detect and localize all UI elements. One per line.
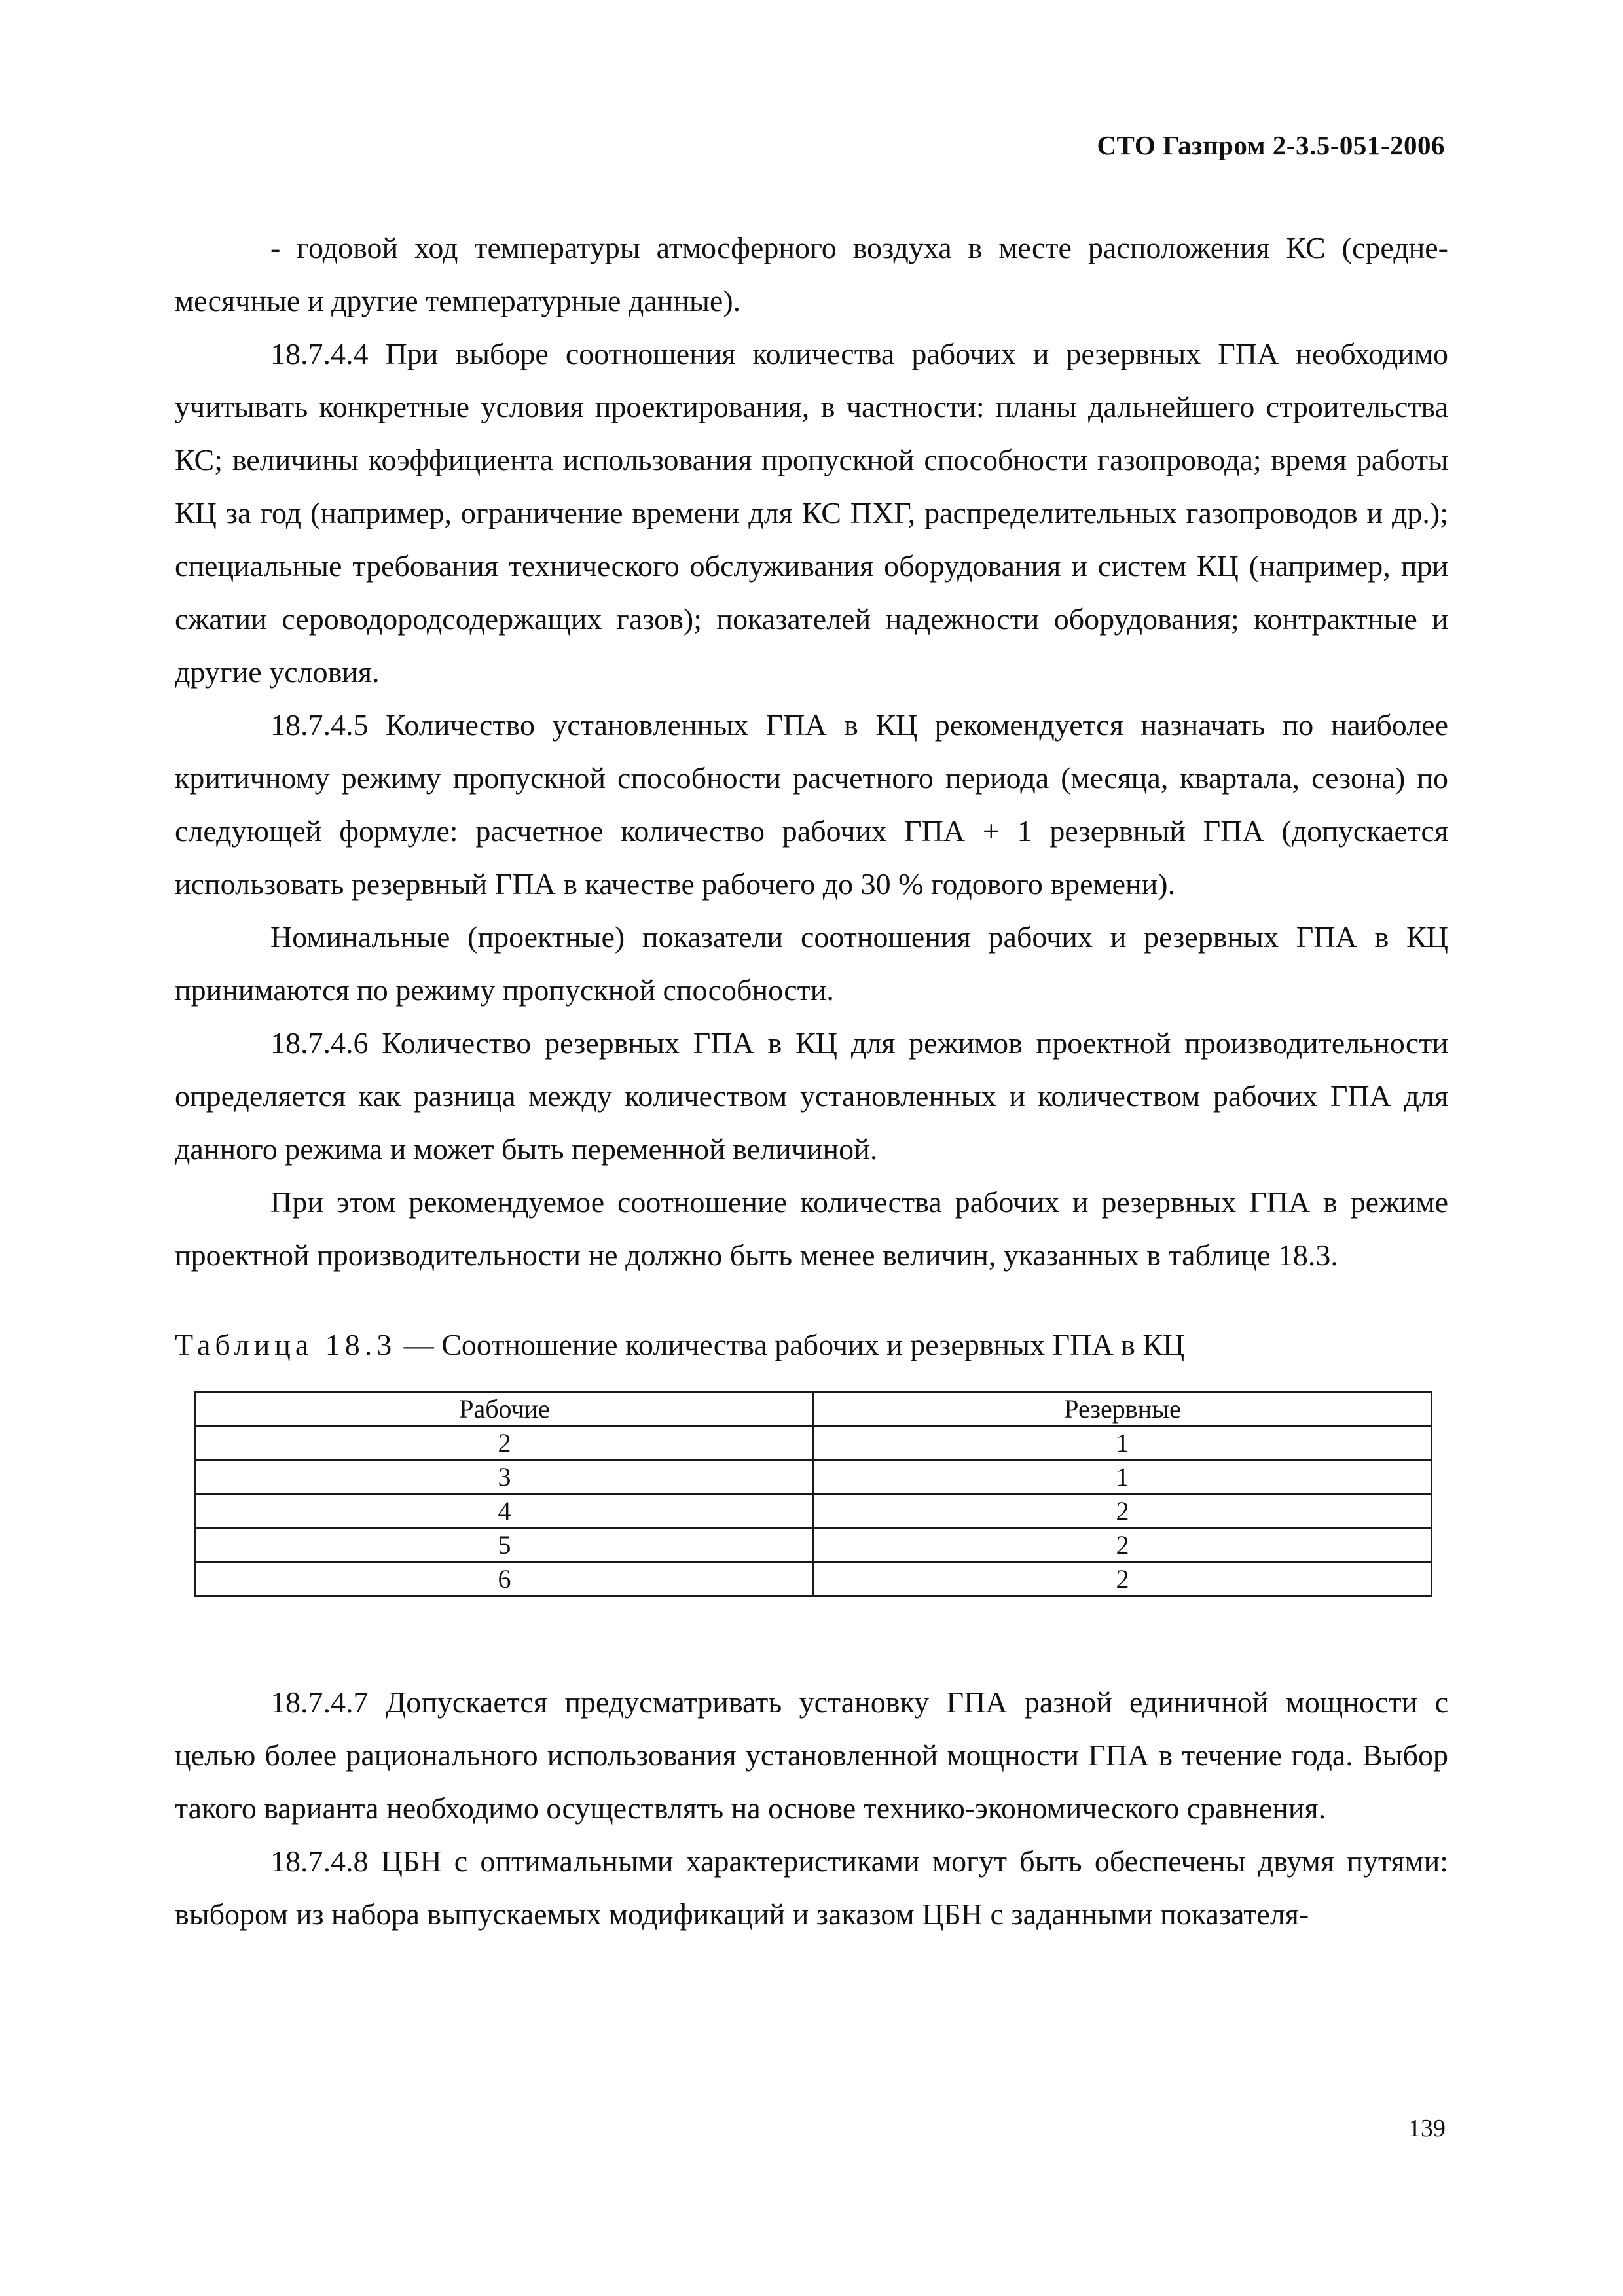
- paragraph-18-7-4-7: 18.7.4.7 Допускается предусматривать установку ГПА разной единичной мощности с целью более рационального использования установленной мощности ГПА в течение года. Выбор такого варианта необходимо осуществлять на основе технико-экономического сравнения.: [175, 1685, 1448, 1825]
- cell-reserve: 1: [814, 1426, 1432, 1460]
- cell-working: 6: [196, 1562, 814, 1596]
- paragraph-recommended-ratio: При этом рекомендуемое соотношение количества рабочих и резервных ГПА в режиме проектной производительности не должно быть менее величин, указанных в таблице 18.3.: [175, 1185, 1448, 1272]
- spacer: [175, 1597, 1448, 1676]
- cell-reserve: 2: [814, 1528, 1432, 1562]
- spacer: [175, 1282, 1448, 1318]
- table-caption-dash: —: [396, 1328, 442, 1361]
- cell-working: 4: [196, 1494, 814, 1528]
- table-row: [196, 1528, 1432, 1562]
- cell-reserve: 2: [814, 1494, 1432, 1528]
- table-row: [196, 1494, 1432, 1528]
- page-number: 139: [1408, 2115, 1446, 2142]
- table-caption-label: Таблица 18.3: [175, 1328, 397, 1361]
- cell-working: 2: [196, 1426, 814, 1460]
- page-content: [175, 221, 1448, 1941]
- cell-reserve: 2: [814, 1562, 1432, 1596]
- paragraph-nominal-indicators: Номинальные (проектные) показатели соотношения рабочих и резервных ГПА в КЦ принимаются по режиму пропускной способности.: [175, 920, 1448, 1007]
- paragraph-18-7-4-5: 18.7.4.5 Количество установленных ГПА в КЦ рекомендуется назначать по наиболее критичному режиму пропускной способности расчетного периода (месяца, квартала, сезона) по следующей формуле: расчетное количество рабочих ГПА + 1 резервный ГПА (допускается использовать резервный ГПА в качестве рабочего до 30 % годового времени).: [175, 708, 1448, 901]
- table-row: [196, 1562, 1432, 1596]
- paragraph-18-7-4-6: 18.7.4.6 Количество резервных ГПА в КЦ для режимов проектной производительности определяется как разница между количеством установленных и количеством рабочих ГПА для данного режима и может быть переменной величиной.: [175, 1026, 1448, 1166]
- paragraph-18-7-4-8: 18.7.4.8 ЦБН с оптимальными характеристиками могут быть обеспечены двумя путями: выбором из набора выпускаемых модификаций и заказом ЦБН с заданными показателя-: [175, 1844, 1448, 1931]
- table-row: [196, 1460, 1432, 1494]
- cell-reserve: 1: [814, 1460, 1432, 1494]
- ratio-table-container: [194, 1391, 1432, 1597]
- cell-working: 3: [196, 1460, 814, 1494]
- table-caption: [175, 1318, 1448, 1371]
- table-header-row: [196, 1392, 1432, 1426]
- cell-working: 5: [196, 1528, 814, 1562]
- ratio-table: [194, 1391, 1432, 1597]
- paragraph-18-7-4-4: 18.7.4.4 При выборе соотношения количества рабочих и резервных ГПА необходимо учитывать конкретные условия проектирования, в частности: планы дальнейшего строительства КС; величины коэффициента использования пропускной способности газопровода; время работы КЦ за год (например, ограничение времени для КС ПХГ, распределительных газопроводов и др.); специальные требования технического обслуживания оборудования и систем КЦ (например, при сжатии сероводородсодержащих газов); показателей надежности оборудования; контрактные и другие условия.: [175, 337, 1448, 689]
- paragraph-temperature: - годовой ход температуры атмосферного воздуха в месте расположения КС (среднемесячные и другие температурные данные).: [175, 231, 1448, 317]
- document-header-code: СТО Газпром 2-3.5-051-2006: [1097, 130, 1445, 160]
- table-caption-text: Соотношение количества рабочих и резервных ГПА в КЦ: [441, 1328, 1185, 1361]
- table-row: [196, 1426, 1432, 1460]
- column-header-reserve: Резервные: [814, 1392, 1432, 1426]
- column-header-working: Рабочие: [196, 1392, 814, 1426]
